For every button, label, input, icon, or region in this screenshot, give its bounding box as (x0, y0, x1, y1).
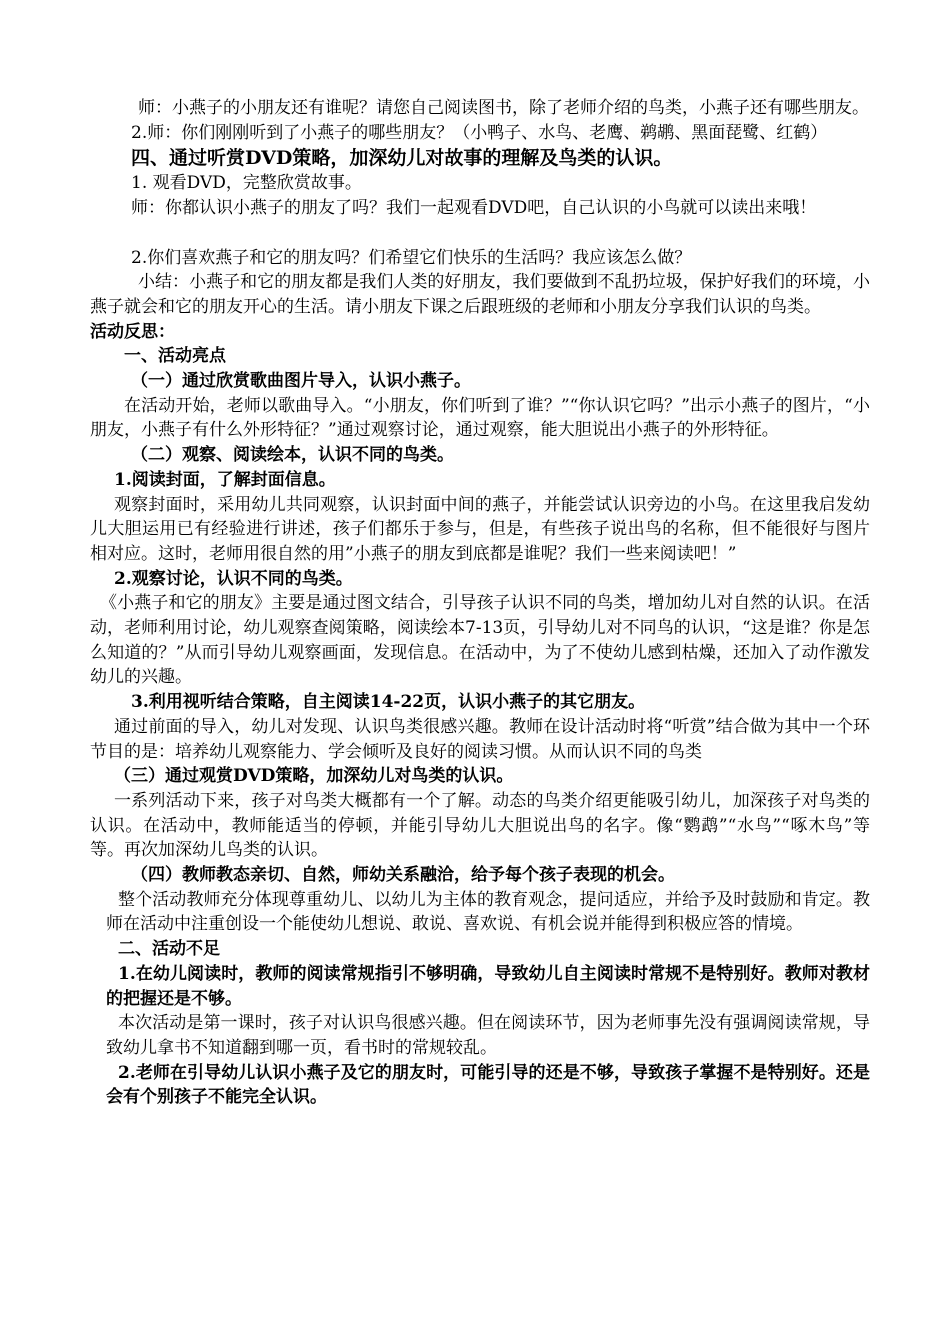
bold-paragraph: （三）通过观赏DVD策略，加深幼儿对鸟类的认识。 (114, 766, 514, 787)
bold-paragraph: （二）观察、阅读绘本，认识不同的鸟类。 (131, 445, 454, 466)
bold-paragraph: 2.老师在引导幼儿认识小燕子及它的朋友时，可能引导的还是不够，导致孩子掌握不是特别好。还是会有个别孩子不能完全认识。 (106, 1062, 870, 1108)
section-heading: 四、通过听赏DVD策略，加深幼儿对故事的理解及鸟类的认识。 (131, 147, 673, 170)
paragraph: 1. 观看DVD，完整欣赏故事。 (131, 173, 362, 194)
bold-paragraph: （一）通过欣赏歌曲图片导入，认识小燕子。 (131, 371, 471, 392)
paragraph: 2.你们喜欢燕子和它的朋友吗？们希望它们快乐的生活吗？我应该怎么做？ (131, 247, 692, 268)
paragraph: 整个活动教师充分体现尊重幼儿、以幼儿为主体的教育观念，提问适应，并给予及时鼓励和肯定。教师在活动中注重创设一个能使幼儿想说、敢说、喜欢说、有机会说并能得到积极应答的情境。 (106, 889, 870, 935)
paragraph: 一系列活动下来，孩子对鸟类大概都有一个了解。动态的鸟类介绍更能吸引幼儿，加深孩子对鸟类的认识。在活动中，教师能适当的停顿，并能引导幼儿大胆说出鸟的名字。像“鹦鹉”“水鸟”“啄木鸟”等等。再次加深幼儿鸟类的认识。 (90, 790, 870, 861)
bold-paragraph: 二、活动不足 (118, 939, 220, 960)
document-page (90, 96, 870, 1110)
bold-paragraph: （四）教师教态亲切、自然，师幼关系融洽，给予每个孩子表现的机会。 (131, 865, 675, 886)
bold-paragraph: 活动反思： (90, 321, 175, 342)
paragraph: 师：你都认识小燕子的朋友了吗？我们一起观看DVD吧，自己认识的小鸟就可以读出来哦！ (131, 198, 817, 219)
bold-paragraph: 3.利用视听结合策略，自主阅读14-22页，认识小燕子的其它朋友。 (131, 692, 646, 713)
paragraph: 《小燕子和它的朋友》主要是通过图文结合，引导孩子认识不同的鸟类，增加幼儿对自然的认识。在活动，老师利用讨论，幼儿观察查阅策略，阅读绘本7-13页，引导幼儿对不同鸟的认识，“这是谁？你是怎么知道的？”从而引导幼儿观察画面，发现信息。在活动中，为了不使幼儿感到枯燥，还加入了动作激发幼儿的兴趣。 (90, 593, 870, 688)
paragraph: 在活动开始，老师以歌曲导入。“小朋友，你们听到了谁？”“你认识它吗？”出示小燕子的图片，“小朋友，小燕子有什么外形特征？”通过观察讨论，通过观察，能大胆说出小燕子的外形特征。 (90, 395, 870, 441)
bold-paragraph: 一、活动亮点 (124, 346, 226, 367)
paragraph: 小结：小燕子和它的朋友都是我们人类的好朋友，我们要做到不乱扔垃圾，保护好我们的环境，小燕子就会和它的朋友开心的生活。请小朋友下课之后跟班级的老师和小朋友分享我们认识的鸟类。 (90, 272, 870, 317)
bold-paragraph: 1.在幼儿阅读时，教师的阅读常规指引不够明确，导致幼儿自主阅读时常规不是特别好。教师对教材的把握还是不够。 (106, 963, 870, 1009)
paragraph: 观察封面时，采用幼儿共同观察，认识封面中间的燕子，并能尝试认识旁边的小鸟。在这里我启发幼儿大胆运用已有经验进行讲述，孩子们都乐于参与，但是，有些孩子说出鸟的名称，但不能很好与图片相对应。这时，老师用很自然的用”小燕子的朋友到底都是谁呢？我们一些来阅读吧！” (90, 494, 870, 564)
bold-paragraph: 2.观察讨论，认识不同的鸟类。 (114, 568, 353, 589)
bold-paragraph: 1.阅读封面，了解封面信息。 (114, 469, 336, 490)
paragraph: 本次活动是第一课时，孩子对认识鸟很感兴趣。但在阅读环节，因为老师事先没有强调阅读常规，导致幼儿拿书不知道翻到哪一页，看书时的常规较乱。 (106, 1013, 870, 1058)
paragraph: 师：小燕子的小朋友还有谁呢？请您自己阅读图书，除了老师介绍的鸟类，小燕子还有哪些朋友。 (138, 98, 869, 118)
paragraph: 2.师：你们刚刚听到了小燕子的哪些朋友？（小鸭子、水鸟、老鹰、鹈鹕、黑面琵鹭、红鹤） (131, 122, 828, 143)
paragraph: 通过前面的导入，幼儿对发现、认识鸟类很感兴趣。教师在设计活动时将“听赏”结合做为其中一个环节目的是：培养幼儿观察能力、学会倾听及良好的阅读习惯。从而认识不同的鸟类 (90, 716, 870, 762)
blank-line (90, 221, 870, 246)
